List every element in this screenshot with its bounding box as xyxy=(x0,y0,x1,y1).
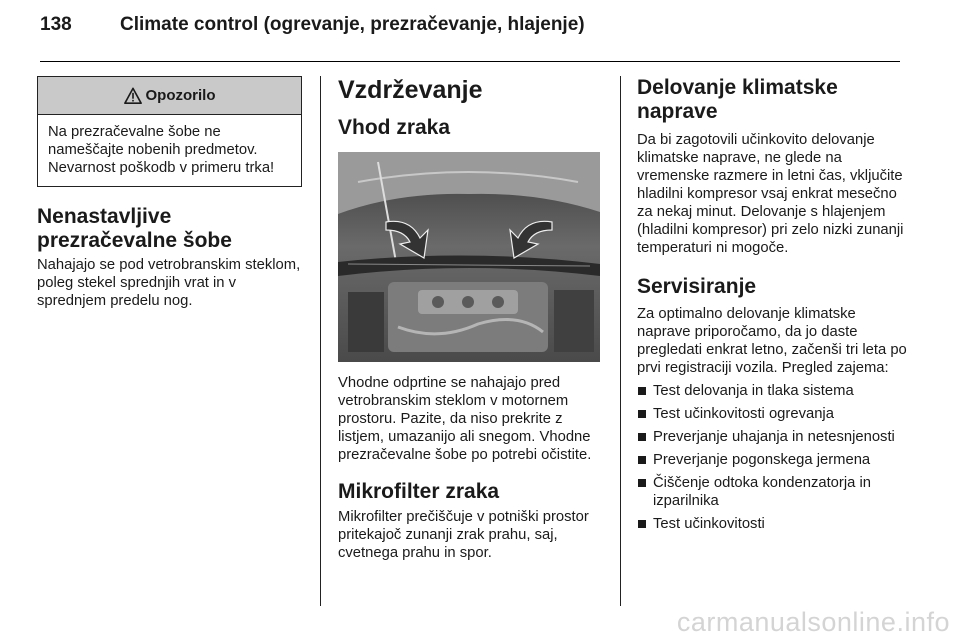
list-item xyxy=(637,405,907,423)
ac-operation-heading-line1: Delovanje klimatske xyxy=(637,76,838,99)
microfilter-text: Mikrofilter prečiščuje v potniški prostor pritekajoč zunanji zrak prahu, saj, cvetnega prahu in spor. xyxy=(338,509,589,561)
ac-operation-heading xyxy=(637,76,907,124)
fixed-vents-text: Nahajajo se pod vetrobranskim steklom, poleg stekel sprednjih vrat in v sprednjem predelu nog. xyxy=(37,257,301,309)
bullet-icon xyxy=(638,520,646,528)
header-rule xyxy=(40,61,900,62)
microfilter-heading: Mikrofilter zraka xyxy=(338,480,500,503)
column-divider xyxy=(320,76,321,606)
ac-operation-text: Da bi zagotovili učinkovito delovanje klimatske naprave, ne glede na vremenske razmere in letni čas, vključite hladilni kompresor vsaj enkrat mesečno za nekaj minut. Delovanje s hlajenjem (hladilni kompresor) pri zelo nizki zunanji temperaturi ni mogoče. xyxy=(637,132,904,256)
warning-header xyxy=(38,77,301,115)
column-right xyxy=(637,76,907,533)
service-heading: Servisiranje xyxy=(637,275,757,298)
ac-operation-heading-line2: naprave xyxy=(637,100,718,123)
fixed-vents-heading xyxy=(37,205,305,253)
bullet-icon xyxy=(638,433,646,441)
fixed-vents-heading-line2: prezračevalne šobe xyxy=(37,229,232,252)
watermark: carmanualsonline.info xyxy=(676,607,950,637)
list-item-text: Test delovanja in tlaka sistema xyxy=(653,383,854,399)
fixed-vents-heading-line1: Nenastavljive xyxy=(37,205,172,228)
page-header xyxy=(40,14,585,46)
list-item xyxy=(637,451,907,469)
bullet-icon xyxy=(638,387,646,395)
air-intake-text: Vhodne odprtine se nahajajo pred vetrobranskim steklom v motornem prostoru. Pazite, da niso prekrite z listjem, umazanijo ali snegom. Vhodne prezračevalne šobe po potrebi očistite. xyxy=(338,375,592,463)
list-item-text: Test učinkovitosti xyxy=(653,516,765,532)
list-item-text: Čiščenje odtoka kondenzatorja in izparilnika xyxy=(653,475,871,509)
warning-title: Opozorilo xyxy=(145,87,216,104)
list-item-text: Preverjanje pogonskega jermena xyxy=(653,452,871,468)
service-text: Za optimalno delovanje klimatske naprave priporočamo, da jo daste pregledati enkrat letno, začenši tri leta po prvi registraciji vozila. Pregled zajema: xyxy=(637,306,907,376)
column-left xyxy=(37,76,305,310)
list-item xyxy=(637,515,907,533)
air-intake-heading: Vhod zraka xyxy=(338,116,451,139)
list-item xyxy=(637,428,907,446)
engine-bay-photo xyxy=(338,152,600,362)
warning-triangle-icon xyxy=(124,87,142,105)
list-item xyxy=(637,382,907,400)
list-item xyxy=(637,474,907,510)
list-item-text: Test učinkovitosti ogrevanja xyxy=(653,406,834,422)
warning-box xyxy=(37,76,302,187)
maintenance-heading: Vzdrževanje xyxy=(338,76,483,104)
bullet-icon xyxy=(638,479,646,487)
column-middle xyxy=(338,76,603,562)
list-item-text: Preverjanje uhajanja in netesnjenosti xyxy=(653,429,895,445)
service-checklist xyxy=(637,382,907,533)
column-divider xyxy=(620,76,621,606)
bullet-icon xyxy=(638,410,646,418)
bullet-icon xyxy=(638,456,646,464)
page-title: Climate control (ogrevanje, prezračevanje, hlajenje) xyxy=(120,14,585,35)
warning-text: Na prezračevalne šobe ne nameščajte nobenih predmetov. Nevarnost poškodb v primeru trka! xyxy=(48,124,275,176)
page-number: 138 xyxy=(40,14,72,35)
